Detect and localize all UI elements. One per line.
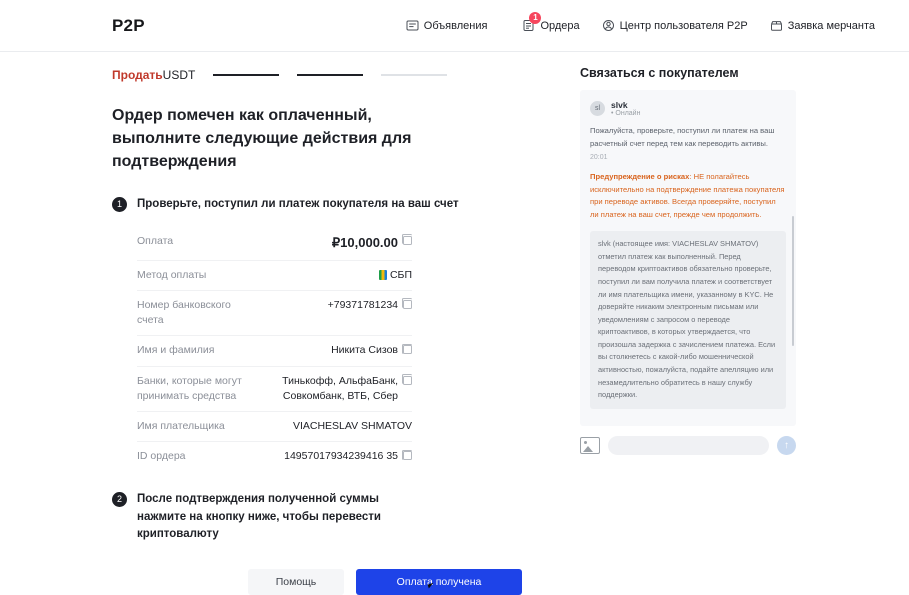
chat-messages[interactable] — [580, 90, 796, 426]
nav-item-user-center[interactable] — [602, 19, 748, 32]
chat-title: Связаться с покупателем — [580, 66, 739, 80]
help-button[interactable]: Помощь — [248, 569, 344, 595]
row-value — [293, 419, 412, 434]
chat-input-row — [580, 436, 796, 455]
chat-input[interactable] — [608, 436, 769, 455]
top-header — [0, 0, 909, 52]
breadcrumb-asset: USDT — [162, 68, 196, 82]
chat-panel-container — [560, 52, 909, 472]
row-label: Оплата — [137, 234, 174, 247]
chat-scrollbar[interactable] — [792, 216, 794, 346]
nav-item-user-center-label: Центр пользователя P2P — [619, 19, 748, 32]
step-progress-1 — [213, 74, 279, 76]
step-1-number: 1 — [112, 197, 127, 212]
user-center-icon — [602, 19, 615, 32]
chat-message: Пожалуйста, проверьте, поступил ли платеж на ваш расчетный счет перед тем как переводить активы. — [590, 126, 775, 148]
step-2-title: После подтверждения полученной суммы нажмите на кнопку ниже, чтобы перевести криптовалюту — [137, 493, 381, 540]
orders-icon — [522, 13, 538, 32]
row-value-text: Никита Сизов — [331, 344, 398, 357]
chat-user-name: slvk — [611, 100, 628, 110]
row-value — [269, 374, 412, 404]
app-logo: P2P — [112, 15, 145, 35]
copy-icon[interactable] — [403, 451, 412, 460]
order-panel — [0, 52, 560, 589]
payment-received-label: Оплата получена — [396, 576, 482, 589]
page-body — [0, 52, 909, 589]
row-label: Банки, которые могут принимать средства — [137, 374, 242, 402]
row-label: Метод оплаты — [137, 268, 207, 281]
nav-item-merchant[interactable] — [770, 19, 875, 32]
step-2 — [112, 491, 560, 543]
avatar: sl — [590, 101, 605, 116]
nav-item-ads-label: Объявления — [423, 19, 488, 32]
copy-icon[interactable] — [403, 236, 412, 245]
row-value — [332, 234, 412, 253]
send-icon[interactable]: ↑ — [777, 436, 796, 455]
nav-item-ads[interactable] — [406, 19, 501, 32]
page-title: Ордер помечен как оплаченный, выполните следующие действия для подтверждения — [112, 107, 412, 171]
step-progress-2 — [297, 74, 363, 76]
table-row — [137, 442, 412, 471]
chat-user-status: • Онлайн — [611, 110, 641, 118]
sbp-icon — [379, 270, 387, 280]
copy-icon[interactable] — [403, 345, 412, 354]
row-label: ID ордера — [137, 450, 186, 463]
step-1-title: Проверьте, поступил ли платеж покупателя на ваш счет — [137, 197, 459, 210]
row-value — [284, 449, 412, 464]
step-progress-3 — [381, 74, 447, 76]
nav-item-orders-label: Ордера — [540, 19, 580, 32]
table-row — [137, 367, 412, 412]
row-value — [331, 343, 412, 358]
row-label: Имя и фамилия — [137, 344, 215, 357]
image-icon[interactable] — [580, 437, 600, 454]
row-value-text: 14957017934239416 35 — [284, 450, 398, 463]
main-nav — [406, 13, 875, 32]
orders-badge: 1 — [529, 12, 541, 24]
breadcrumb — [112, 68, 560, 82]
payment-received-button[interactable] — [356, 569, 522, 595]
copy-icon[interactable] — [403, 300, 412, 309]
risk-warning-text: НЕ полагайтесь исключительно на подтверждение платежа покупателя при переводе активов. Всегда проверяйте, поступил ли платеж на ваш счет, прежде чем продолжить. — [590, 172, 785, 219]
board-icon — [406, 19, 419, 32]
chat-system-bubble: slvk (настоящее имя: VIACHESLAV SHMATOV) отметил платеж как выполненный. Перед переводом криптоактивов обязательно проверьте, поступил ли вам получила платеж и соответствует ли имя плательщика имени, указанному в KYC. Не доверяйте никаким электронным письмам или уведомлениям с запросом о переводе криптоактивов, в которых утверждается, что произошла задержка с зачислением платежа. Если вы столкнетесь с какой-либо мошеннической активностью, пожалуйста, подайте апелляцию или незамедлительно обратитесь в нашу службу поддержки. — [590, 231, 786, 409]
order-details-table — [137, 227, 412, 472]
sbp-badge — [379, 268, 412, 283]
nav-item-orders[interactable] — [522, 13, 580, 32]
table-row — [137, 227, 412, 261]
row-value-text: ₽10,000.00 — [331, 234, 398, 250]
row-value-text: VIACHESLAV SHMATOV — [292, 419, 412, 432]
row-value-text: +79371781234 — [327, 298, 398, 311]
row-value-text: СБП — [389, 268, 412, 281]
row-value-text: Тинькофф, АльфаБанк, Совкомбанк, ВТБ, Сбер — [282, 374, 398, 402]
row-value — [328, 298, 412, 313]
breadcrumb-action: Продать — [112, 68, 163, 82]
copy-icon[interactable] — [403, 376, 412, 385]
action-buttons — [248, 569, 560, 595]
chat-user — [590, 100, 786, 117]
table-row — [137, 336, 412, 366]
table-row — [137, 261, 412, 291]
step-1 — [112, 196, 560, 213]
chat-message-time: 20:01 — [590, 154, 608, 162]
nav-item-merchant-label: Заявка мерчанта — [787, 19, 875, 32]
risk-warning: Предупреждение о рисках: НЕ полагайтесь исключительно на подтверждение платежа покупателя при переводе активов. Всегда проверяйте, поступил ли платеж на ваш счет, прежде чем продолжить. — [590, 172, 785, 219]
table-row — [137, 412, 412, 442]
row-label: Имя плательщика — [137, 419, 225, 432]
table-row — [137, 291, 412, 336]
row-label: Номер банковского счета — [137, 298, 231, 327]
risk-warning-label: Предупреждение о рисках — [590, 172, 690, 182]
merchant-icon — [770, 19, 783, 32]
step-2-number: 2 — [112, 492, 127, 507]
row-value — [379, 268, 412, 283]
